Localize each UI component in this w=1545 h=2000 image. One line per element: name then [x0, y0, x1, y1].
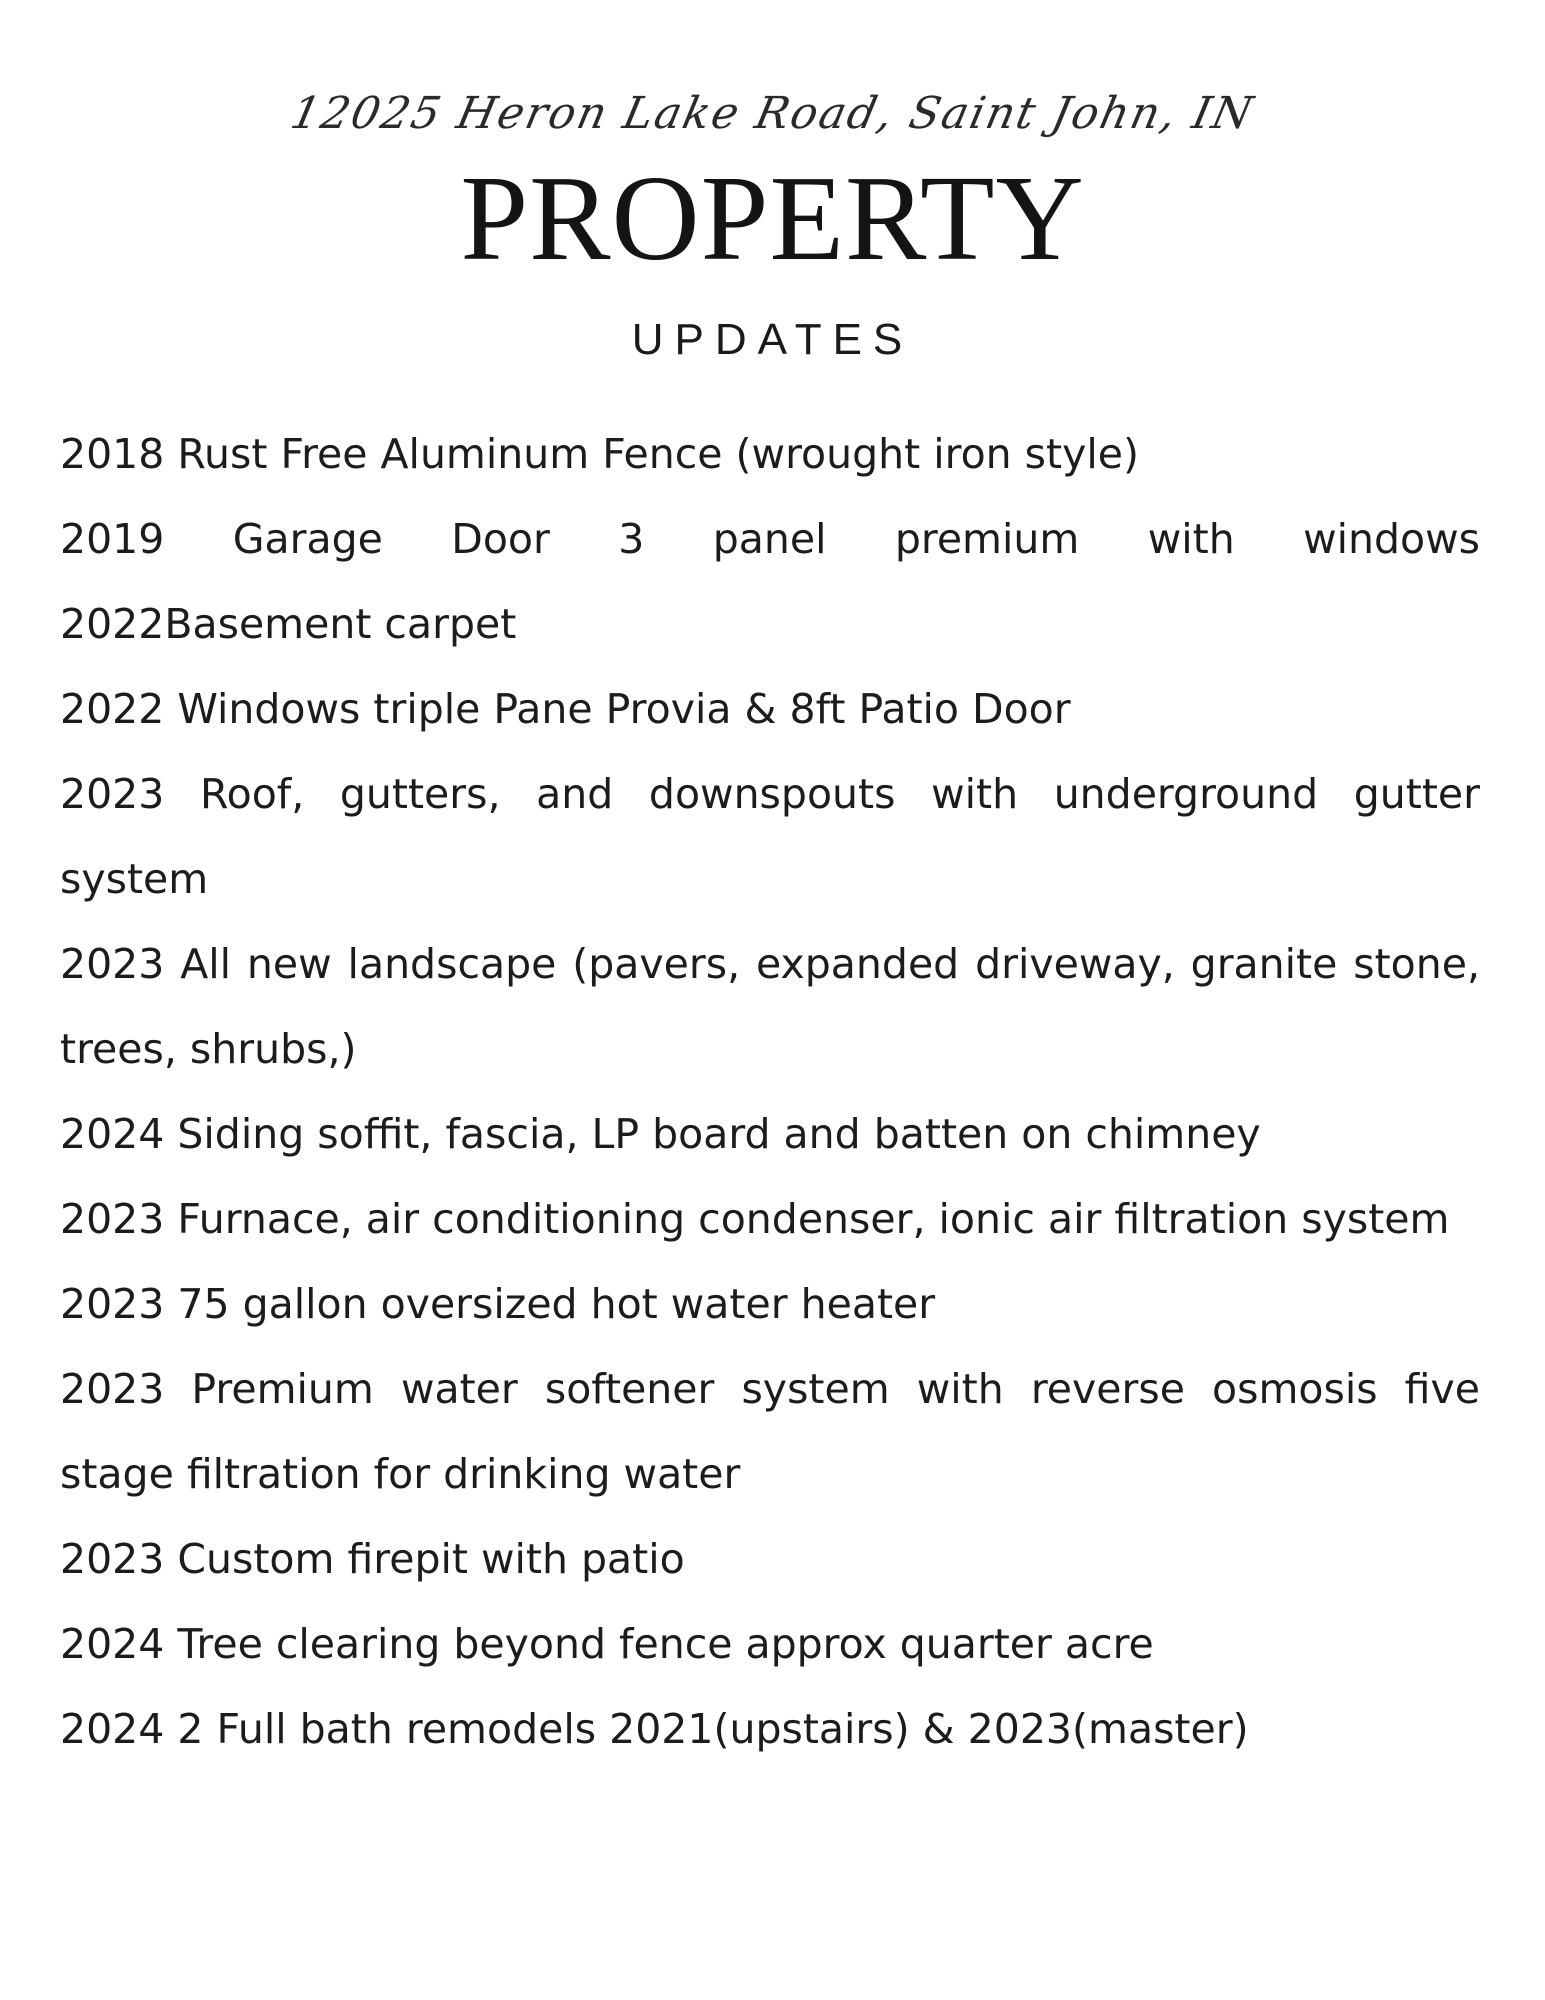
update-item: 2018 Rust Free Aluminum Fence (wrought iron style) — [60, 430, 1139, 478]
update-item: 2024 Tree clearing beyond fence approx quarter acre — [60, 1620, 1154, 1668]
update-item: 2024 2 Full bath remodels 2021(upstairs) & 2023(master) — [60, 1705, 1249, 1753]
update-item: 2023 75 gallon oversized hot water heater — [60, 1280, 936, 1328]
page-subtitle: UPDATES — [631, 315, 914, 364]
property-address: 12025 Heron Lake Road, Saint John, IN — [286, 88, 1259, 139]
update-item: 2023 Premium water softener system with reverse osmosis five stage filtration for drinking water — [60, 1365, 1480, 1498]
update-item: 2022 Windows triple Pane Provia & 8ft Patio Door — [60, 685, 1071, 733]
update-item: 2023 Custom firepit with patio — [60, 1535, 685, 1583]
update-item: 2023 Furnace, air conditioning condenser, ionic air filtration system — [60, 1195, 1450, 1243]
page-title: PROPERTY — [460, 151, 1085, 286]
update-item: 2023 All new landscape (pavers, expanded driveway, granite stone, trees, shrubs,) — [60, 940, 1480, 1073]
update-item: 2022Basement carpet — [60, 600, 517, 648]
update-item: 2024 Siding soffit, fascia, LP board and batten on chimney — [60, 1110, 1261, 1158]
update-item: 2019 Garage Door 3 panel premium with windows — [60, 515, 1480, 563]
updates-list — [60, 412, 1480, 1772]
update-item: 2023 Roof, gutters, and downspouts with underground gutter system — [60, 770, 1480, 903]
